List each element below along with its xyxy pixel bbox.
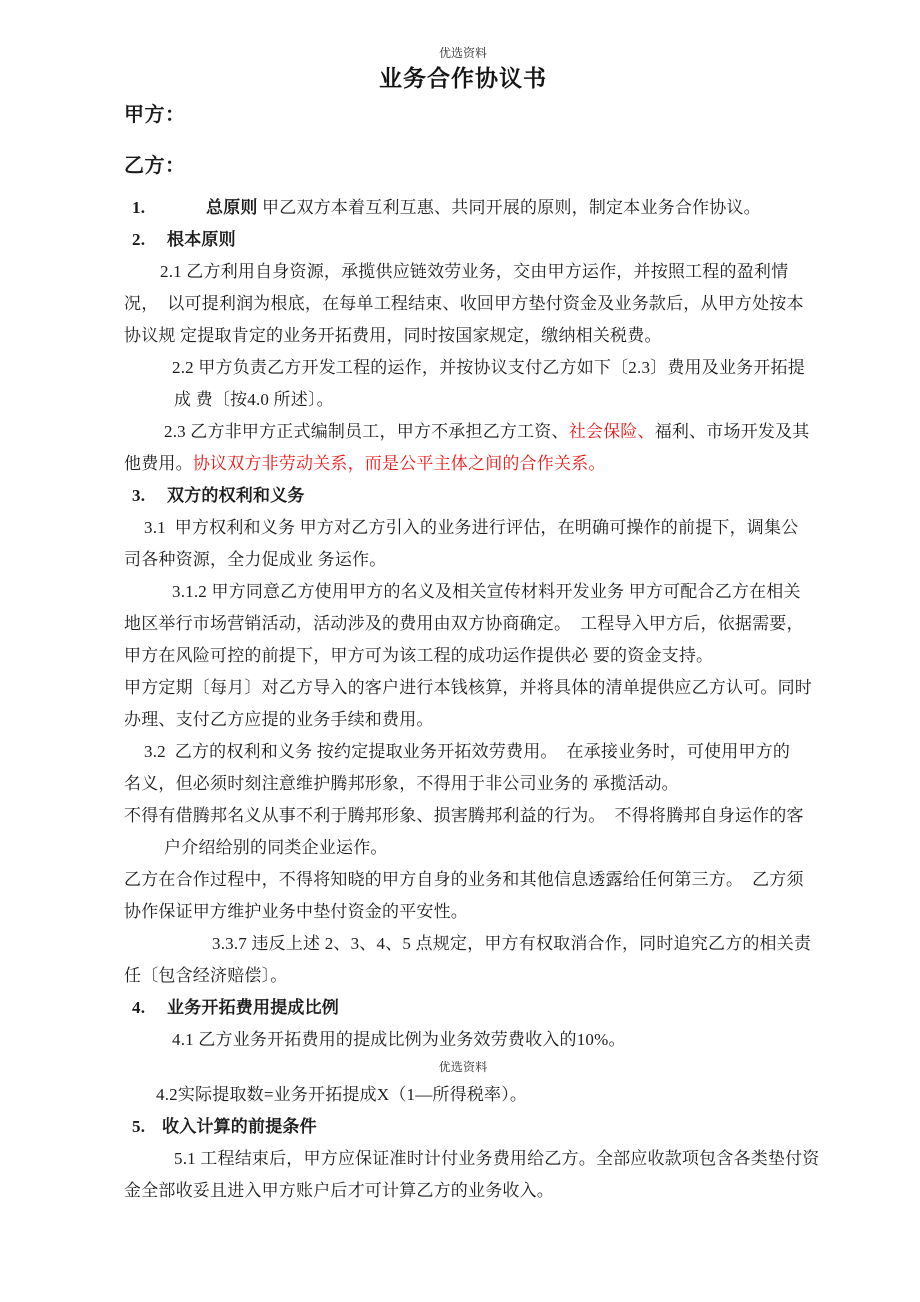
text-segment: 办理、支付乙方应提的业务手续和费用。 xyxy=(124,710,434,729)
doc-line xyxy=(124,352,805,384)
text-segment: 5.1 工程结束后，甲方应保证准时计付业务费用给乙方。全部应收款项包含各类垫付资 xyxy=(174,1149,820,1168)
doc-line xyxy=(124,1024,802,1056)
text-segment: 司各种资源，全力促成业 务运作。 xyxy=(124,550,387,569)
text-segment: 任〔包含经济赔偿〕。 xyxy=(124,966,288,985)
text-segment: 金全部收妥且进入甲方账户后才可计算乙方的业务收入。 xyxy=(124,1181,554,1200)
item-number: 4. xyxy=(132,998,146,1017)
page-title: 业务合作协议书 xyxy=(379,66,547,91)
page-break-note xyxy=(124,1056,802,1079)
doc-line xyxy=(124,1143,820,1175)
text-segment: 协作保证甲方维护业务中垫付资金的平安性。 xyxy=(124,902,468,921)
text-segment: 4.1 乙方业务开拓费用的提成比例为业务效劳费收入的10%。 xyxy=(172,1030,626,1049)
text-segment: 3.3.7 违反上述 2、3、4、5 点规定，甲方有权取消合作，同时追究乙方的相关责 xyxy=(212,934,812,953)
text-segment: 甲方定期〔每月〕对乙方导入的客户进行本钱核算，并将具体的清单提供应乙方认可。同时 xyxy=(124,678,812,697)
text-segment: 甲方在风险可控的前提下，甲方可为该工程的成功运作提供必 要的资金支持。 xyxy=(124,646,714,665)
doc-line xyxy=(124,896,802,928)
doc-line xyxy=(124,448,802,480)
doc-line xyxy=(124,256,802,288)
doc-line xyxy=(124,224,802,256)
doc-line xyxy=(124,416,810,448)
highlighted-text: 协议双方非劳动关系，而是公平主体之间的合作关系。 xyxy=(192,454,606,473)
text-segment: 根本原则 xyxy=(167,230,236,249)
text-segment: 总原则 xyxy=(206,198,258,217)
doc-line xyxy=(124,864,802,896)
item-number: 5. xyxy=(132,1117,146,1136)
doc-line xyxy=(124,928,812,960)
text-segment: 户介绍给别的同类企业运作。 xyxy=(164,838,388,857)
doc-line xyxy=(124,736,802,768)
doc-line xyxy=(124,704,802,736)
doc-line xyxy=(124,320,802,352)
text-segment: 名义，但必须时刻注意维护腾邦形象，不得用于非公司业务的 承揽活动。 xyxy=(124,774,679,793)
doc-line xyxy=(124,1175,802,1207)
doc-line xyxy=(124,640,802,672)
text-segment: 乙方在合作过程中，不得将知晓的甲方自身的业务和其他信息透露给任何第三方。 乙方须 xyxy=(124,870,804,889)
text-segment: 收入计算的前提条件 xyxy=(162,1117,317,1136)
text-segment: 3.1 甲方权利和义务 甲方对乙方引入的业务进行评估，在明确可操作的前提下，调集公 xyxy=(144,518,799,537)
doc-line xyxy=(124,768,802,800)
doc-line xyxy=(124,288,802,320)
doc-line xyxy=(124,480,802,512)
document-body xyxy=(124,192,820,1207)
doc-line xyxy=(124,544,802,576)
text-segment: 3.1.2 甲方同意乙方使用甲方的名义及相关宣传材料开发业务 甲方可配合乙方在相关 xyxy=(172,582,801,601)
text-segment: 协议规 定提取肯定的业务开拓费用，同时按国家规定，缴纳相关税费。 xyxy=(124,326,662,345)
text-segment: 2.3 乙方非甲方正式编制员工，甲方不承担乙方工资、 xyxy=(164,422,569,441)
text-segment: 2.1 乙方利用自身资源，承揽供应链效劳业务，交由甲方运作，并按照工程的盈利情 xyxy=(160,262,789,281)
text-segment: 3.2 乙方的权利和义务 按约定提取业务开拓效劳费用。 在承接业务时，可使用甲方的 xyxy=(144,742,791,761)
item-number: 3. xyxy=(132,486,146,505)
text-segment: 地区举行市场营销活动，活动涉及的费用由双方协商确定。 工程导入甲方后，依据需要， xyxy=(124,614,804,633)
doc-line xyxy=(124,384,802,416)
text-segment: 业务开拓费用提成比例 xyxy=(167,998,339,1017)
text-segment: 双方的权利和义务 xyxy=(167,486,305,505)
doc-line xyxy=(124,960,802,992)
text-segment: 况， 以可提利润为根底，在每单工程结束、收回甲方垫付资金及业务款后，从甲方处按本 xyxy=(124,294,804,313)
doc-line xyxy=(124,1111,802,1143)
text-segment: 不得有借腾邦名义从事不利于腾邦形象、损害腾邦利益的行为。 不得将腾邦自身运作的客 xyxy=(124,806,804,825)
page-header-note: 优选资料 xyxy=(438,46,487,60)
party-b-label: 乙方： xyxy=(124,155,186,177)
doc-line xyxy=(124,576,802,608)
text-segment: 他费用。 xyxy=(124,454,193,473)
doc-line xyxy=(124,992,802,1024)
text-segment: 甲乙双方本着互利互惠、共同开展的原则，制定本业务合作协议。 xyxy=(257,198,761,217)
text-segment: 2.2 甲方负责乙方开发工程的运作，并按协议支付乙方如下〔2.3〕费用及业务开拓提 xyxy=(172,358,805,377)
doc-line xyxy=(124,672,812,704)
doc-line xyxy=(124,800,802,832)
text-segment: 成 费〔按4.0 所述〕。 xyxy=(174,390,334,409)
party-a-label: 甲方： xyxy=(124,104,186,126)
item-number: 1. xyxy=(132,198,146,217)
doc-line xyxy=(124,1079,802,1111)
highlighted-text: 社会保险、 xyxy=(568,422,655,441)
doc-line xyxy=(124,608,802,640)
text-segment: 福利、市场开发及其 xyxy=(654,422,810,441)
item-number: 2. xyxy=(132,230,146,249)
doc-line xyxy=(124,192,802,224)
doc-line xyxy=(124,832,802,864)
doc-line xyxy=(124,512,802,544)
text-segment: 4.2实际提取数=业务开拓提成X（1—所得税率）。 xyxy=(156,1085,528,1104)
text-segment: 优选资料 xyxy=(438,1060,488,1074)
